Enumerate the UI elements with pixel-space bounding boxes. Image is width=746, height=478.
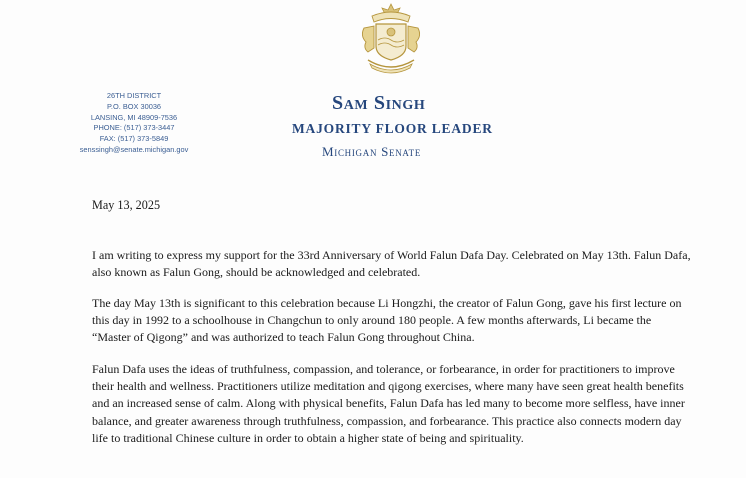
email-link[interactable]: senssingh@senate.michigan.gov (79, 144, 189, 154)
po-box-line: P.O. BOX 30036 (106, 101, 162, 111)
senator-title: MAJORITY FLOOR LEADER (292, 121, 493, 136)
letter-date: May 13, 2025 (92, 198, 161, 212)
city-line: LANSING, MI 48909-7536 (90, 112, 178, 122)
senator-name: Sam Singh (332, 92, 426, 114)
paragraph: Falun Dafa uses the ideas of truthfulness, compassion, and tolerance, or forbearance, in order for practitioners to improve their health and wellness. Practitioners utilize meditation and qigong exercises, where many have seen great health benefits and an increased sense of calm. Along with physical benefits, Falun Dafa has led many to become more selfless, have inner balance, and greater awareness through truthfulness, compassion, and forbearance. This practice also connects modern day life to traditional Chinese culture in order to obtain a higher state of being and spirituality. (92, 362, 685, 445)
contact-block (58, 91, 210, 156)
chamber-name: Michigan Senate (322, 144, 422, 159)
paragraph: I am writing to express my support for the 33rd Anniversary of World Falun Dafa Day. Celebrated on May 13th. Falun Dafa, also known as Falun Gong, should be acknowledged and celebrated. (92, 248, 691, 280)
phone-line: PHONE: (517) 373-3447 (93, 123, 175, 133)
michigan-seal-icon (358, 2, 424, 76)
paragraph: The day May 13th is significant to this celebration because Li Hongzhi, the creator of Falun Gong, gave his first lecture on this day in 1992 to a schoolhouse in Changchun to only around 180 people. A few months afterwards, Li became the “Master of Qigong” and was authorized to teach Falun Gong throughout China. (92, 296, 682, 345)
district-line: 26TH DISTRICT (106, 91, 162, 100)
fax-line: FAX: (517) 373-5849 (99, 134, 169, 144)
